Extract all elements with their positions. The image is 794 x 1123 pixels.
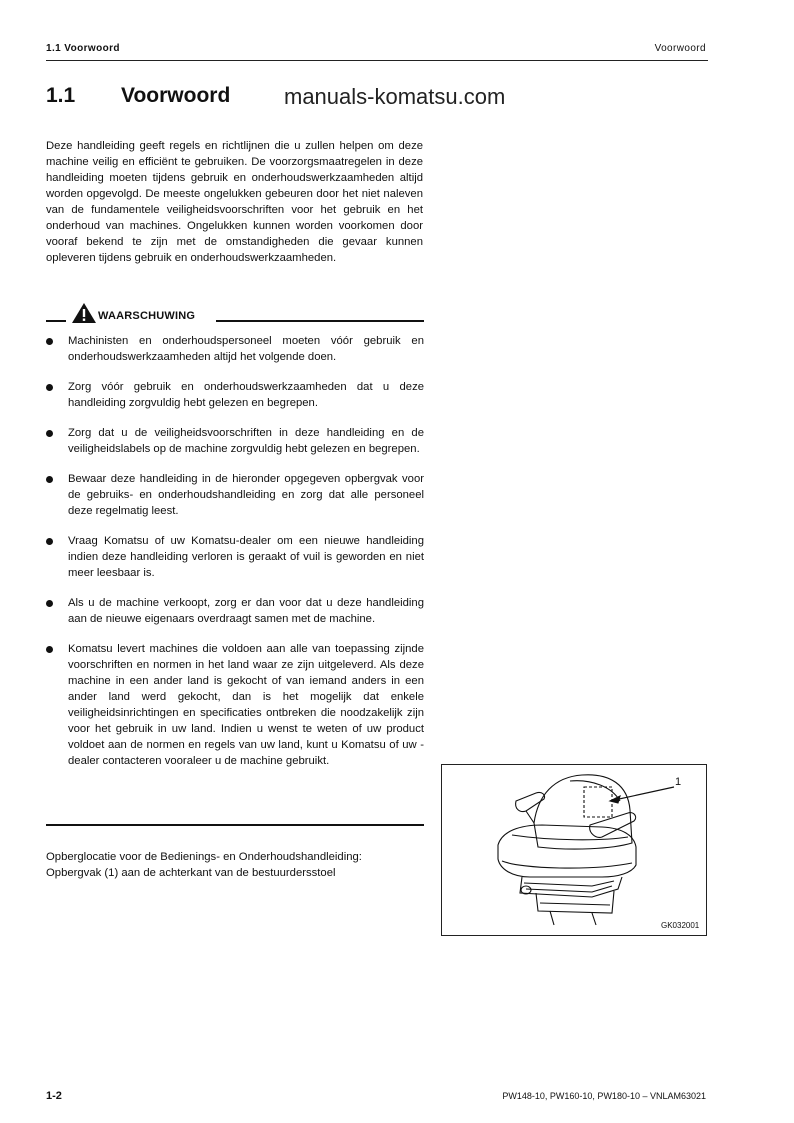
watermark-text: manuals-komatsu.com — [284, 84, 506, 109]
warning-item-text: Zorg vóór gebruik en onderhoudswerkzaamheden dat u deze handleiding zorgvuldig hebt gelezen en begrepen. — [68, 381, 424, 409]
warning-item — [46, 425, 424, 457]
bullet-icon — [46, 338, 53, 345]
warning-rule-right — [216, 320, 424, 322]
warning-item-text: Zorg dat u de veiligheidsvoorschriften in deze handleiding en de veiligheidslabels op de machine zorgvuldig hebt gelezen en begrepen. — [68, 427, 424, 455]
storage-location-text — [46, 849, 423, 881]
storage-line-2: Opbergvak (1) aan de achterkant van de bestuurdersstoel — [46, 867, 336, 879]
running-header-left: 1.1 Voorwoord — [46, 43, 120, 54]
bullet-icon — [46, 476, 53, 483]
warning-item — [46, 379, 424, 411]
document-code: PW148-10, PW160-10, PW180-10 – VNLAM63021 — [502, 1091, 706, 1101]
storage-line-1: Opberglocatie voor de Bedienings- en Onderhoudshandleiding: — [46, 851, 362, 863]
header-rule — [46, 60, 708, 61]
warning-item-text: Komatsu levert machines die voldoen aan alle van toepassing zijnde voorschriften en normen in het land waar ze zijn uitgeleverd. Als deze machine in een ander land is gekocht of van iemand anders in een ander land werd gekocht, dan is het mogelijk dat enkele veiligheidsinrichtingen en specificaties ontbreken die noodzakelijk zijn voor het gebruik in uw land. Indien u wenst te weten of uw product voldoet aan de normen en regels van uw land, kunt u Komatsu of uw -dealer contacteren vooraleer u de machine gebruikt. — [68, 643, 424, 767]
warning-rule-left — [46, 320, 66, 322]
page-number: 1-2 — [46, 1090, 62, 1102]
intro-paragraph: Deze handleiding geeft regels en richtlijnen die u zullen helpen om deze machine veilig en efficiënt te gebruiken. De voorzorgsmaatregelen in deze handleiding moeten tijdens gebruik en onderhoudswerkzaamheden altijd worden opgevolgd. De meeste ongelukken gebeuren door het niet naleven van de fundamentele veiligheidsvoorschriften voor het gebruik en het onderhoud van machines. Ongelukken kunnen worden voorkomen door vooraf bekend te zijn met de omstandigheden die gevaar kunnen opleveren tijdens gebruik en onderhoudswerkzaamheden. — [46, 140, 423, 264]
warning-label: WAARSCHUWING — [98, 310, 196, 322]
warning-item — [46, 595, 424, 627]
warning-item-text: Vraag Komatsu of uw Komatsu-dealer om een nieuwe handleiding indien deze handleiding verloren is geraakt of vuil is geworden en niet meer leesbaar is. — [68, 535, 424, 579]
warning-item — [46, 333, 424, 365]
warning-end-rule — [46, 824, 424, 826]
bullet-icon — [46, 600, 53, 607]
warning-item-text: Als u de machine verkoopt, zorg er dan voor dat u deze handleiding aan de nieuwe eigenaars overdraagt samen met de machine. — [68, 597, 424, 625]
warning-item — [46, 641, 424, 769]
operator-seat-illustration — [442, 765, 704, 933]
warning-item — [46, 533, 424, 581]
bullet-icon — [46, 430, 53, 437]
figure-callout-number: 1 — [675, 776, 682, 788]
figure-code: GK032001 — [661, 921, 700, 930]
bullet-icon — [46, 646, 53, 653]
section-number: 1.1 — [46, 84, 76, 107]
bullet-icon — [46, 538, 53, 545]
section-title: Voorwoord — [121, 84, 231, 107]
warning-item — [46, 471, 424, 519]
bullet-icon — [46, 384, 53, 391]
warning-item-text: Machinisten en onderhoudspersoneel moeten vóór gebruik en onderhoudswerkzaamheden altijd het volgende doen. — [68, 335, 424, 363]
warning-item-text: Bewaar deze handleiding in de hieronder opgegeven opbergvak voor de gebruiks- en onderhoudshandleiding en zorg dat alle personeel deze regelmatig leest. — [68, 473, 424, 517]
running-header-right: Voorwoord — [654, 43, 706, 54]
warning-triangle-icon — [71, 302, 97, 324]
warning-list — [46, 333, 424, 783]
